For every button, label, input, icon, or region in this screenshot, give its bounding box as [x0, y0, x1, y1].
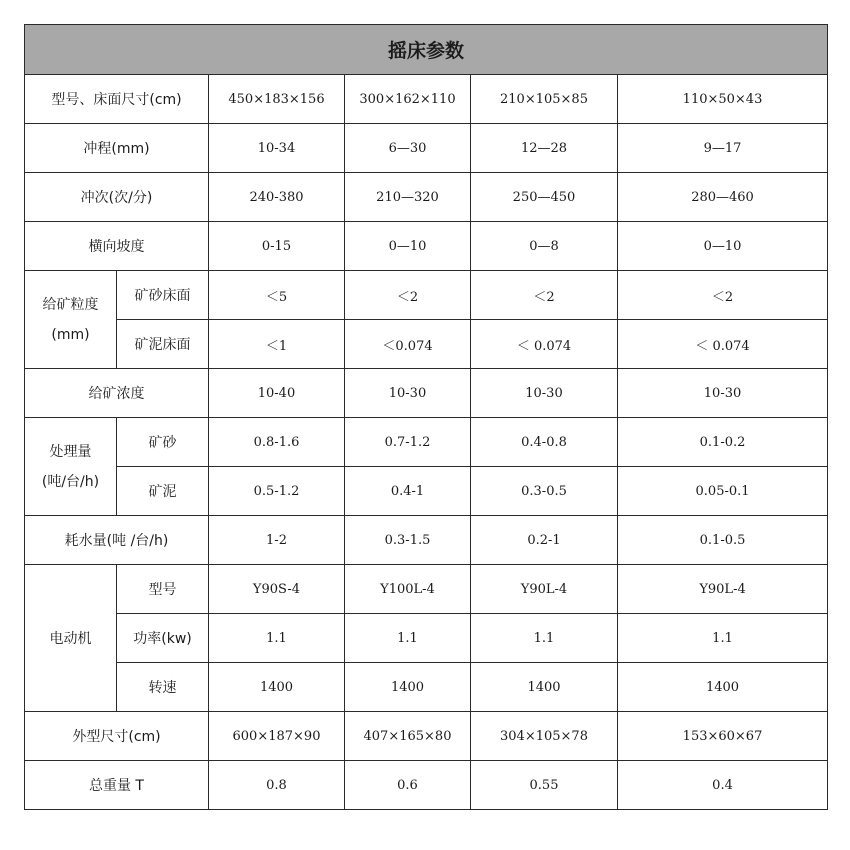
- cell: 10-30: [471, 369, 618, 418]
- table-row: [25, 320, 828, 369]
- cell: ＜5: [209, 271, 345, 320]
- cell: 250—450: [471, 173, 618, 222]
- cell: 0—10: [345, 222, 471, 271]
- table-row: [25, 124, 828, 173]
- cell: 0.4-1: [345, 467, 471, 516]
- cell: 1400: [618, 663, 828, 712]
- table-row: [25, 222, 828, 271]
- cell: 240-380: [209, 173, 345, 222]
- cell: 1.1: [209, 614, 345, 663]
- cell: 10-40: [209, 369, 345, 418]
- cell: ＜2: [345, 271, 471, 320]
- cell: 10-30: [618, 369, 828, 418]
- sub-label: 矿砂: [117, 418, 209, 467]
- cell: 0.4-0.8: [471, 418, 618, 467]
- title-row: [25, 25, 828, 75]
- table-row: [25, 418, 828, 467]
- sub-label: 型号: [117, 565, 209, 614]
- cell: ＜1: [209, 320, 345, 369]
- cell: 0.8-1.6: [209, 418, 345, 467]
- cell: 1400: [471, 663, 618, 712]
- cell: 407×165×80: [345, 712, 471, 761]
- cell: 10-30: [345, 369, 471, 418]
- table-row: [25, 663, 828, 712]
- row-label: 外型尺寸(cm): [25, 712, 209, 761]
- group-label-line: 给矿粒度: [42, 296, 99, 313]
- cell: 0.3-1.5: [345, 516, 471, 565]
- cell: 12—28: [471, 124, 618, 173]
- cell: 300×162×110: [345, 75, 471, 124]
- table-row: [25, 75, 828, 124]
- cell: 0.1-0.5: [618, 516, 828, 565]
- cell: Y90S-4: [209, 565, 345, 614]
- cell: 0.3-0.5: [471, 467, 618, 516]
- spec-table: [24, 24, 828, 810]
- cell: 1.1: [471, 614, 618, 663]
- cell: 110×50×43: [618, 75, 828, 124]
- sub-label: 转速: [117, 663, 209, 712]
- cell: 6—30: [345, 124, 471, 173]
- cell: 0—8: [471, 222, 618, 271]
- group-label: [25, 271, 117, 369]
- table-row: [25, 467, 828, 516]
- cell: 210—320: [345, 173, 471, 222]
- cell: 600×187×90: [209, 712, 345, 761]
- row-label: 冲程(mm): [25, 124, 209, 173]
- cell: ＜ 0.074: [618, 320, 828, 369]
- table-row: [25, 614, 828, 663]
- cell: 0.05-0.1: [618, 467, 828, 516]
- group-label-line: (mm): [51, 326, 90, 343]
- cell: Y90L-4: [471, 565, 618, 614]
- cell: 9—17: [618, 124, 828, 173]
- cell: 10-34: [209, 124, 345, 173]
- cell: 210×105×85: [471, 75, 618, 124]
- sub-label: 矿泥: [117, 467, 209, 516]
- cell: 0.2-1: [471, 516, 618, 565]
- cell: Y100L-4: [345, 565, 471, 614]
- row-label: 型号、床面尺寸(cm): [25, 75, 209, 124]
- cell: 1-2: [209, 516, 345, 565]
- group-label: 电动机: [25, 565, 117, 712]
- row-label: 冲次(次/分): [25, 173, 209, 222]
- cell: 280—460: [618, 173, 828, 222]
- table-row: [25, 173, 828, 222]
- sub-label: 功率(kw): [117, 614, 209, 663]
- cell: ＜ 0.074: [471, 320, 618, 369]
- cell: 1400: [209, 663, 345, 712]
- table-row: [25, 565, 828, 614]
- table-row: [25, 761, 828, 810]
- cell: Y90L-4: [618, 565, 828, 614]
- cell: 0.7-1.2: [345, 418, 471, 467]
- table-row: [25, 712, 828, 761]
- cell: ＜2: [618, 271, 828, 320]
- cell: 0.6: [345, 761, 471, 810]
- cell: 0.4: [618, 761, 828, 810]
- cell: 1400: [345, 663, 471, 712]
- cell: 1.1: [618, 614, 828, 663]
- cell: 450×183×156: [209, 75, 345, 124]
- row-label: 给矿浓度: [25, 369, 209, 418]
- table-title: 摇床参数: [25, 25, 828, 75]
- cell: 1.1: [345, 614, 471, 663]
- cell: 153×60×67: [618, 712, 828, 761]
- row-label: 横向坡度: [25, 222, 209, 271]
- row-label: 耗水量(吨 /台/h): [25, 516, 209, 565]
- cell: 0.55: [471, 761, 618, 810]
- cell: 0—10: [618, 222, 828, 271]
- sub-label: 矿砂床面: [117, 271, 209, 320]
- cell: 0.5-1.2: [209, 467, 345, 516]
- cell: 0-15: [209, 222, 345, 271]
- group-label: [25, 418, 117, 516]
- sub-label: 矿泥床面: [117, 320, 209, 369]
- cell: ＜2: [471, 271, 618, 320]
- table-row: [25, 516, 828, 565]
- cell: 0.8: [209, 761, 345, 810]
- cell: 0.1-0.2: [618, 418, 828, 467]
- table-row: [25, 271, 828, 320]
- group-label-line: (吨/台/h): [41, 473, 100, 490]
- cell: 304×105×78: [471, 712, 618, 761]
- row-label: 总重量 T: [25, 761, 209, 810]
- group-label-line: 处理量: [49, 443, 92, 460]
- cell: ＜0.074: [345, 320, 471, 369]
- table-row: [25, 369, 828, 418]
